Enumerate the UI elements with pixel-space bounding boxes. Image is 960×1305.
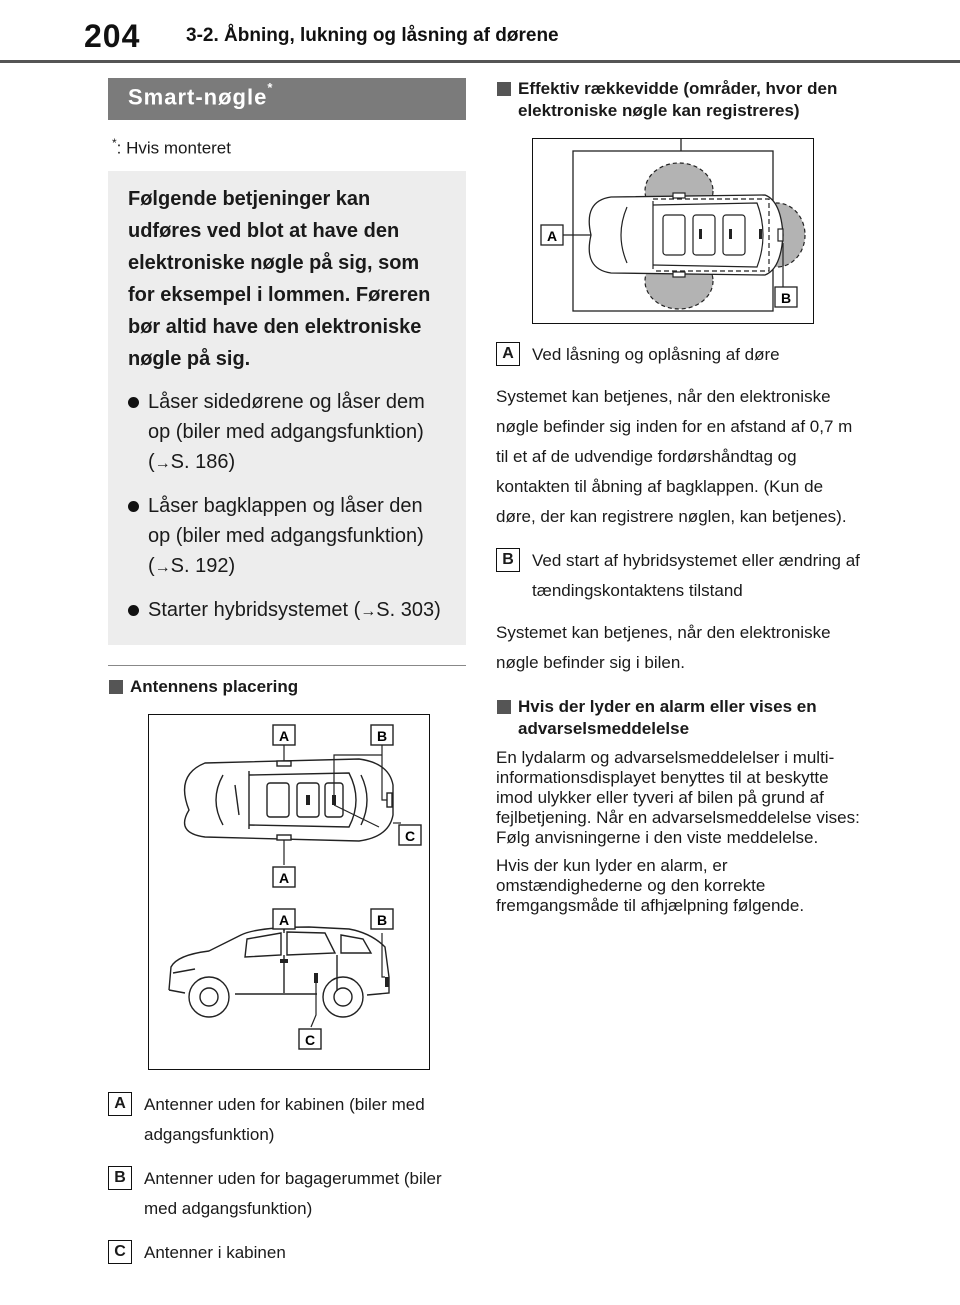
- bullet-text: Starter hybridsystemet (: [148, 598, 361, 621]
- smart-key-title-bar: [108, 78, 466, 120]
- bullet-close: ): [434, 598, 441, 621]
- footnote: [112, 136, 466, 159]
- range-item-a-title-text: Ved låsning og oplåsning af døre: [532, 345, 780, 364]
- antenna-mark: [778, 229, 783, 241]
- alarm-paragraph-1: En lydalarm og advarselsmeddelelser i multi-informationsdisplayet benyttes til at beskytte imod ulykker eller tyveri af bilen på grund af fejlbetjening. Når en advarselsmeddelelse vises: Følg anvisningerne i den viste meddelelse.: [496, 748, 860, 847]
- legend-item-b: [108, 1164, 466, 1224]
- arrow-icon: →: [154, 558, 171, 576]
- antenna-mark: [306, 795, 310, 805]
- range-heading-text: Effektiv rækkevidde (områder, hvor den elektroniske nøgle kan registreres): [518, 79, 838, 120]
- legend-item-c: [108, 1238, 466, 1268]
- legend-item-a: [108, 1090, 466, 1150]
- figure-label-b-side: [371, 909, 393, 929]
- antenna-mark: [314, 973, 318, 983]
- antenna-mark: [280, 959, 288, 963]
- antenna-heading: [108, 676, 466, 698]
- car-side-view: [169, 927, 389, 1017]
- title-footnote-mark: *: [267, 80, 274, 95]
- antenna-mark: [277, 835, 291, 840]
- bullet-close: ): [228, 450, 236, 473]
- square-bullet-icon: [109, 680, 123, 694]
- page-ref-link[interactable]: S. 303: [376, 598, 435, 621]
- svg-text:C: C: [404, 827, 416, 844]
- square-bullet-icon: [497, 700, 511, 714]
- antenna-mark: [759, 229, 762, 239]
- bullet-item: [128, 491, 448, 583]
- antenna-diagram: [149, 715, 428, 1068]
- antenna-mark: [332, 795, 336, 805]
- range-heading: [496, 78, 866, 122]
- footnote-mark: *: [112, 136, 117, 150]
- label-b-badge: B: [496, 548, 520, 572]
- bullet-text: Låser sidedørene og låser dem op (biler med adgangsfunktion) (: [148, 390, 425, 473]
- arrow-icon: →: [154, 454, 171, 472]
- legend-text: Antenner i kabinen: [144, 1242, 286, 1262]
- svg-text:A: A: [278, 869, 290, 886]
- section-divider: [108, 665, 466, 666]
- figure-label-a-bottom: [273, 867, 295, 887]
- bullet-close: ): [228, 554, 236, 577]
- antenna-mark: [729, 229, 732, 239]
- smart-key-intro: Følgende betjeninger kan udføres ved blot at have den elektroniske nøgle på sig, som for eksempel i lommen. Føreren bør altid have den elektroniske nøgle på sig.: [128, 187, 431, 370]
- svg-text:B: B: [780, 290, 792, 306]
- antenna-mark: [673, 272, 685, 277]
- antenna-mark: [387, 793, 392, 807]
- label-c-badge: C: [108, 1240, 132, 1264]
- right-column: [496, 78, 866, 916]
- antenna-placement-figure: [148, 714, 430, 1070]
- range-label-b: [775, 287, 797, 307]
- antenna-mark: [673, 193, 685, 198]
- legend-text: Antenner uden for kabinen (biler med adgangsfunktion): [144, 1094, 425, 1144]
- legend-text: Antenner uden for bagagerummet (biler med adgangsfunktion): [144, 1168, 442, 1218]
- bullet-text: Låser bagklappen og låser den op (biler med adgangsfunktion) (: [148, 494, 424, 577]
- square-bullet-icon: [497, 82, 511, 96]
- antenna-mark: [385, 977, 389, 987]
- arrow-icon: →: [360, 602, 377, 620]
- figure-label-c-top: [399, 825, 421, 845]
- page-header: [0, 0, 960, 64]
- bullet-item: [128, 387, 448, 479]
- svg-text:C: C: [304, 1031, 316, 1048]
- left-column: [108, 78, 466, 1268]
- car-top-view: [185, 759, 393, 841]
- antenna-mark: [277, 761, 291, 766]
- svg-text:A: A: [278, 727, 290, 744]
- smart-key-title: Smart-nøgle: [128, 84, 268, 110]
- smart-key-info-box: [108, 171, 466, 645]
- range-item-a-body: Systemet kan betjenes, når den elektroniske nøgle befinder sig inden for en afstand af 0,7 m til et af de udvendige fordørshåndtag og kontakten til åbning af bagklappen. (Kun de døre, der kan registrere nøglen, kan betjenes).: [496, 387, 853, 526]
- car-top-view: [589, 195, 783, 275]
- page-number: 204: [84, 18, 141, 54]
- range-item-a-title: [496, 340, 866, 370]
- footnote-text: : Hvis monteret: [116, 138, 231, 158]
- label-b-badge: B: [108, 1166, 132, 1190]
- range-item-b-title-text: Ved start af hybridsystemet eller ændring af tændingskontaktens tilstand: [532, 551, 860, 600]
- range-diagram: [533, 139, 812, 322]
- svg-text:A: A: [278, 911, 290, 928]
- alarm-heading-text: Hvis der lyder en alarm eller vises en advarselsmeddelelse: [518, 697, 817, 738]
- page-ref-link[interactable]: S. 192: [170, 554, 229, 577]
- label-a-badge: A: [496, 342, 520, 366]
- page-ref-link[interactable]: S. 186: [170, 450, 229, 473]
- range-figure: [532, 138, 814, 324]
- alarm-paragraph-2: Hvis der kun lyder en alarm, er omstændighederne og den korrekte fremgangsmåde til afhjælpning følgende.: [496, 856, 805, 915]
- section-title: 3-2. Åbning, lukning og låsning af dørene: [186, 25, 559, 46]
- label-a-badge: A: [108, 1092, 132, 1116]
- range-label-a: [541, 225, 563, 245]
- antenna-heading-text: Antennens placering: [130, 676, 299, 696]
- range-item-b-body: Systemet kan betjenes, når den elektroniske nøgle befinder sig i bilen.: [496, 623, 831, 672]
- figure-label-a-side: [273, 909, 295, 929]
- figure-label-a-top: [273, 725, 295, 745]
- header-divider: [0, 60, 960, 63]
- alarm-heading: [496, 696, 866, 740]
- leader-lines-side: [284, 928, 385, 1027]
- figure-label-b-top: [371, 725, 393, 745]
- svg-text:A: A: [546, 228, 558, 244]
- svg-text:B: B: [376, 727, 388, 744]
- figure-label-c-side: [299, 1029, 321, 1049]
- antenna-mark: [699, 229, 702, 239]
- bullet-item: [128, 595, 448, 627]
- range-item-b-title: [496, 546, 866, 606]
- svg-text:B: B: [376, 911, 388, 928]
